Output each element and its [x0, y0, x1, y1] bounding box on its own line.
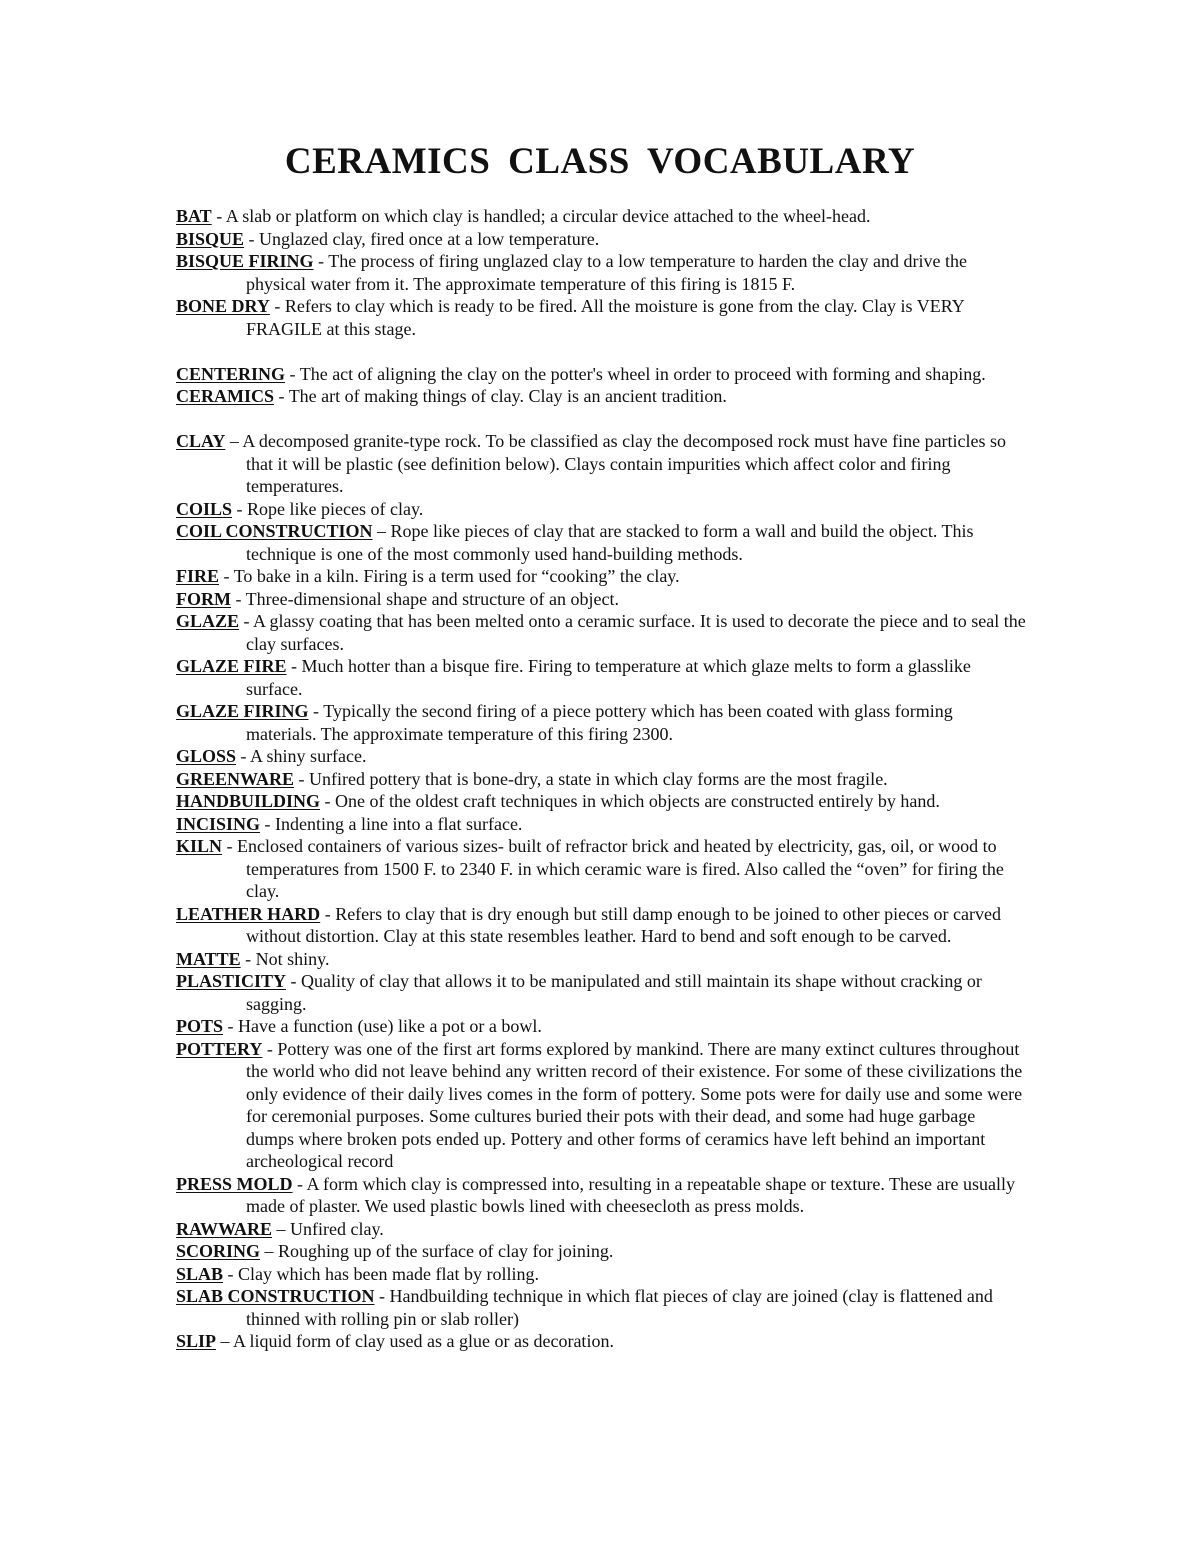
vocab-definition: Refers to clay that is dry enough but still damp enough to be joined to other pieces or carved without distortion. Clay at this state resembles leather. Hard to bend and soft enough to be carved. [246, 903, 1002, 946]
vocab-definition: Much hotter than a bisque fire. Firing to temperature at which glaze melts to form a glasslike surface. [246, 656, 971, 699]
vocab-term: FIRE [176, 566, 220, 586]
vocab-term: BONE DRY [176, 296, 270, 316]
vocab-entry-coils [176, 498, 1026, 521]
vocabulary-list [176, 205, 1026, 1353]
vocab-entry-glaze-fire [176, 655, 1026, 700]
vocab-term: BISQUE [176, 228, 245, 249]
vocab-definition: The process of firing unglazed clay to a low temperature to harden the clay and drive the physical water from it. The approximate temperature of this firing is 1815 F. [246, 251, 967, 294]
vocab-separator: – [260, 1241, 279, 1261]
vocab-term: SLIP [176, 1331, 217, 1351]
vocab-definition: Not shiny. [255, 948, 330, 969]
vocab-separator: - [294, 768, 310, 789]
vocab-definition: Unfired clay. [290, 1218, 384, 1239]
vocab-entry-matte [176, 948, 1026, 971]
vocab-entry-slab-construction [176, 1285, 1026, 1330]
vocab-definition: Quality of clay that allows it to be manipulated and still maintain its shape without cracking or sagging. [246, 971, 982, 1014]
vocab-term: PRESS MOLD [176, 1173, 293, 1194]
vocab-definition: Three-dimensional shape and structure of an object. [245, 588, 620, 609]
vocab-entry-incising [176, 813, 1026, 836]
vocab-definition: One of the oldest craft techniques in which objects are constructed entirely by hand. [335, 791, 940, 811]
vocab-entry-rawware [176, 1218, 1026, 1241]
vocab-entry-form [176, 588, 1026, 611]
vocab-separator: - [320, 903, 336, 924]
vocab-separator: - [320, 791, 336, 811]
vocab-entry-slab [176, 1263, 1026, 1286]
vocab-entry-greenware [176, 768, 1026, 791]
vocab-term: SLAB CONSTRUCTION [176, 1286, 375, 1306]
vocab-definition: A slab or platform on which clay is handled; a circular device attached to the wheel-head. [225, 206, 871, 226]
vocab-definition: Refers to clay which is ready to be fired. All the moisture is gone from the clay. Clay is VERY FRAGILE at this stage. [246, 296, 965, 339]
vocab-separator: - [236, 746, 251, 766]
vocab-definition: Unfired pottery that is bone-dry, a state in which clay forms are the most fragile. [309, 768, 888, 789]
vocab-separator: - [286, 971, 302, 991]
vocab-term: RAWWARE [176, 1218, 273, 1239]
vocab-definition: The act of aligning the clay on the potter's wheel in order to proceed with forming and shaping. [299, 363, 986, 384]
vocab-entry-bat [176, 205, 1026, 228]
vocab-definition: Roughing up of the surface of clay for joining. [278, 1241, 614, 1261]
vocab-separator: – [372, 521, 391, 541]
vocab-separator: - [269, 296, 285, 316]
vocab-term: GLAZE FIRING [176, 701, 309, 721]
vocab-definition: Clay which has been made flat by rolling. [238, 1263, 539, 1284]
vocab-definition: Unglazed clay, fired once at a low temperature. [259, 228, 600, 249]
vocab-term: CLAY [176, 431, 226, 451]
vocab-term: POTTERY [176, 1038, 263, 1059]
vocab-definition: Have a function (use) like a pot or a bowl. [238, 1016, 542, 1036]
vocab-term: KILN [176, 836, 223, 856]
vocab-definition: Indenting a line into a flat surface. [275, 813, 523, 834]
vocab-term: LEATHER HARD [176, 903, 321, 924]
vocab-definition: The art of making things of clay. Clay is an ancient tradition. [288, 386, 727, 406]
vocab-entry-scoring [176, 1240, 1026, 1263]
vocab-entry-pots [176, 1015, 1026, 1038]
vocab-separator: - [232, 498, 248, 519]
vocab-separator: - [223, 1016, 239, 1036]
vocab-separator: - [222, 836, 238, 856]
vocab-term: GREENWARE [176, 768, 295, 789]
vocab-separator: - [274, 386, 289, 406]
vocab-definition: A glassy coating that has been melted onto a ceramic surface. It is used to decorate the piece and to seal the clay surfaces. [246, 611, 1026, 654]
vocab-entry-bisque-firing [176, 250, 1026, 295]
vocab-entry-press-mold [176, 1173, 1026, 1218]
vocab-entry-glaze-firing [176, 700, 1026, 745]
vocab-separator: - [285, 363, 300, 384]
vocab-entry-gloss [176, 745, 1026, 768]
vocab-term: GLAZE [176, 611, 240, 631]
vocab-separator: - [260, 813, 276, 834]
vocab-separator: - [239, 611, 254, 631]
vocab-separator: – [216, 1331, 234, 1351]
vocab-entry-pottery [176, 1038, 1026, 1173]
vocab-separator: - [308, 701, 324, 721]
vocab-separator: – [272, 1218, 291, 1239]
vocab-entry-bisque [176, 228, 1026, 251]
vocab-separator: – [225, 431, 243, 451]
vocab-entry-bone-dry [176, 295, 1026, 340]
vocab-term: SCORING [176, 1241, 261, 1261]
vocab-term: COILS [176, 498, 233, 519]
vocab-definition: A liquid form of clay used as a glue or as decoration. [233, 1331, 614, 1351]
vocab-term: GLAZE FIRE [176, 656, 287, 676]
vocab-entry-leather-hard [176, 903, 1026, 948]
vocab-separator: - [244, 228, 260, 249]
vocab-separator: - [219, 566, 234, 586]
vocab-term: POTS [176, 1016, 224, 1036]
vocab-term: BAT [176, 206, 212, 226]
vocab-entry-ceramics [176, 385, 1026, 408]
vocab-term: BISQUE FIRING [176, 251, 314, 271]
vocab-term: FORM [176, 588, 231, 609]
vocab-entry-kiln [176, 835, 1026, 903]
vocab-definition: Rope like pieces of clay. [247, 498, 424, 519]
vocab-definition: A shiny surface. [250, 746, 367, 766]
vocab-term: SLAB [176, 1263, 224, 1284]
vocab-definition: Enclosed containers of various sizes- built of refractor brick and heated by electricity, gas, oil, or wood to temperatures from 1500 F. to 2340 F. in which ceramic ware is fired. Also called the “oven” for firing the clay. [237, 836, 1004, 901]
vocab-separator: - [286, 656, 302, 676]
vocab-term: CENTERING [176, 363, 286, 384]
vocab-entry-coil-construction [176, 520, 1026, 565]
vocab-separator: - [230, 588, 246, 609]
vocab-term: PLASTICITY [176, 971, 287, 991]
vocab-term: CERAMICS [176, 386, 275, 406]
vocab-separator: - [262, 1038, 278, 1059]
vocab-term: GLOSS [176, 746, 237, 766]
vocab-definition: Pottery was one of the first art forms explored by mankind. There are many extinct cultures throughout the world who did not leave behind any written record of their existence. For some of these civilizations the only evidence of their daily lives comes in the form of pottery. Some pots were for daily use and some were for ceremonial purposes. Some cultures buried their pots with their dead, and some had huge garbage dumps where broken pots ended up. Pottery and other forms of ceramics have left behind an important archeological record [246, 1038, 1023, 1171]
page-title: CERAMICS CLASS VOCABULARY [284, 141, 916, 182]
vocab-entry-centering [176, 363, 1026, 386]
vocab-entry-handbuilding [176, 790, 1026, 813]
vocab-entry-clay [176, 430, 1026, 498]
vocab-definition: A decomposed granite-type rock. To be classified as clay the decomposed rock must have fine particles so that it will be plastic (see definition below). Clays contain impurities which affect color and firing temperatures. [242, 431, 1007, 496]
vocab-separator: - [313, 251, 329, 271]
vocab-term: MATTE [176, 948, 241, 969]
vocab-term: COIL CONSTRUCTION [176, 521, 373, 541]
vocab-definition: Rope like pieces of clay that are stacked to form a wall and build the object. This technique is one of the most commonly used hand-building methods. [246, 521, 974, 564]
vocab-separator: - [211, 206, 226, 226]
vocab-separator: - [292, 1173, 307, 1194]
vocab-definition: Typically the second firing of a piece pottery which has been coated with glass forming materials. The approximate temperature of this firing 2300. [246, 701, 953, 744]
vocab-entry-plasticity [176, 970, 1026, 1015]
vocab-entry-glaze [176, 610, 1026, 655]
vocab-separator: - [240, 948, 256, 969]
vocab-separator: - [374, 1286, 390, 1306]
vocab-definition: A form which clay is compressed into, resulting in a repeatable shape or texture. These are usually made of plaster. We used plastic bowls lined with cheesecloth as press molds. [246, 1173, 1015, 1216]
vocab-term: INCISING [176, 813, 261, 834]
vocab-term: HANDBUILDING [176, 791, 321, 811]
vocab-definition: To bake in a kiln. Firing is a term used for “cooking” the clay. [233, 566, 680, 586]
vocab-separator: - [223, 1263, 239, 1284]
vocab-entry-slip [176, 1330, 1026, 1353]
vocab-entry-fire [176, 565, 1026, 588]
vocab-definition: Handbuilding technique in which flat pieces of clay are joined (clay is flattened and thinned with rolling pin or slab roller) [246, 1286, 993, 1329]
